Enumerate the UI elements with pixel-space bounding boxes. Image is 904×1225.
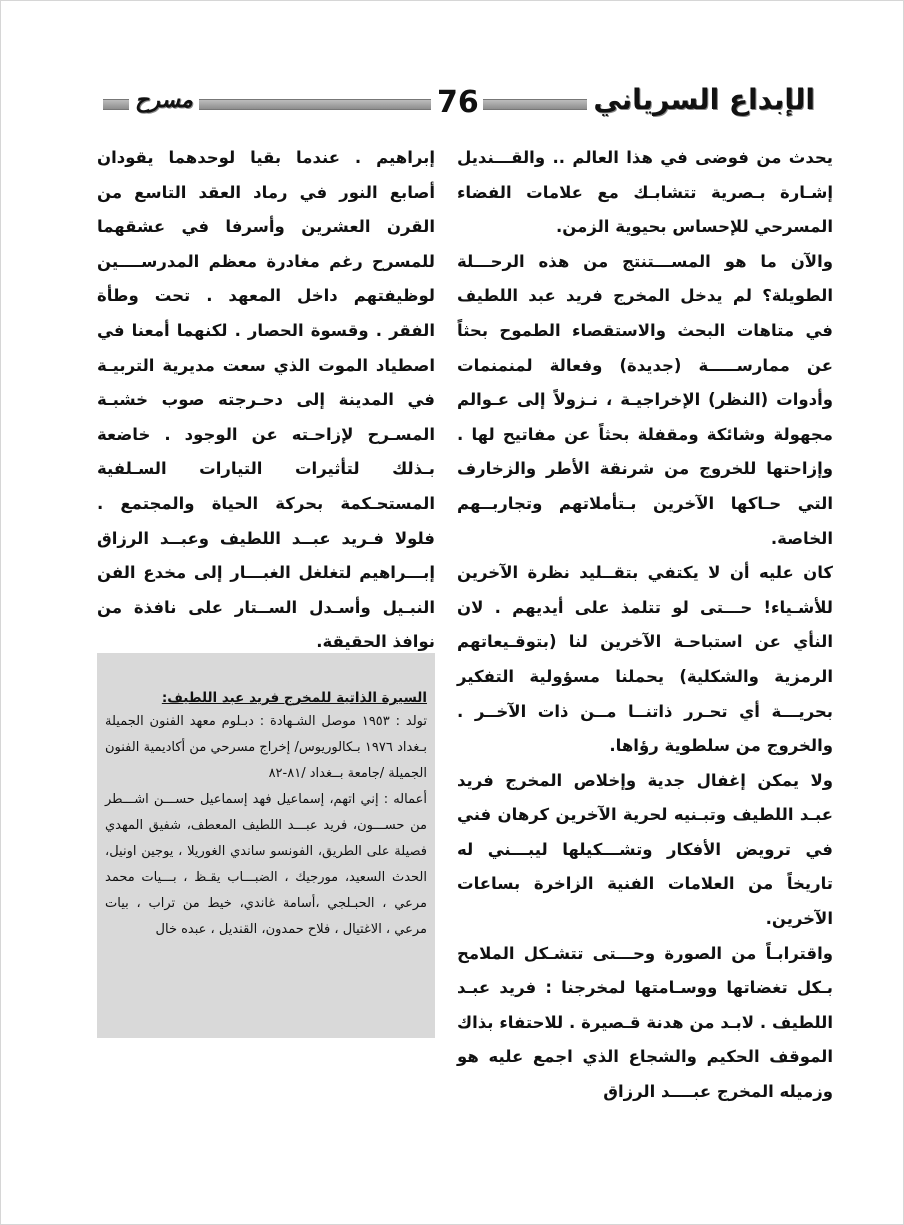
biography-box	[97, 653, 435, 1038]
article-paragraph: ولا يمكن إغفال جدية وإخلاص المخرج فريد عبـد اللطيف وتبـنيه لحرية الآخرين كرهان فني في ترويض الأفكار وتشـــكيلها ليبـــني له تاريخاً من العلامات الفنية الزاخرة بساعات الآخرين.	[457, 770, 833, 929]
article-paragraph: يحدث من فوضى في هذا العالم .. والقـــنديل إشـارة بـصرية تتشابـك مع علامات الفضاء المسرحي للإحساس بحيوية الزمن.	[457, 148, 833, 237]
biography-paragraph: أعماله : إني اتهم، إسماعيل فهد إسماعيل حســـن اشـــطر من حســـون، فريد عبـــد اللطيف المعطف، شفيق المهدي فصيلة على الطريق، الفونسو ساندي الغوريلا ، يوجين اونيل، الحدث السعيد، مورجيك ، الضبـــاب يقـظ ، بـــيات محمد مرعي ، الحبـلجي ،أسامة غاندي، خيط من تراب ، بيات مرعي ، الاغتيال ، فلاح حمدون، القنديل ، عبده خال	[105, 792, 427, 937]
section-label: مسرح	[129, 87, 199, 113]
biography-title: السيرة الذاتية للمخرج فريد عبد اللطيف:	[161, 690, 427, 706]
magazine-title: الإبداع السرياني	[587, 83, 821, 116]
article-column-left	[97, 141, 435, 660]
article-column-right	[457, 141, 833, 1110]
biography-paragraph: تولد : ١٩٥٣ موصل الشـهادة : دبـلوم معهد الفنون الجميلة بـغداد ١٩٧٦ بـكالوريوس/ إخراج مسرحي من أكاديمية الفنون الجميلة /جامعة بــغداد /٨١-٨٢	[105, 714, 427, 781]
article-paragraph: والآن ما هو المســـتنتج من هذه الرحـــلة الطويلة؟ لم يدخل المخرج فريد عبد اللطيف في متاهات البحث والاستقصاء الطموح بحثاً عن ممارســـــة (جديدة) وفعالة لمنمنمات وأدوات (النظر) الإخراجيـة ، نـزولاً إلى عـوالم مجهولة وشائكة ومقفلة بحثاً عن مفاتيح لها . وإزاحتها للخروج من شرنقة الأطر والزخارف التي حـاكها الآخرين بـتأملاتهم وتجاربــهم الخاصة.	[457, 251, 833, 548]
page-number: 76	[437, 85, 479, 120]
page-header	[1, 1, 904, 131]
article-paragraph: إبراهيم . عندما بقيا لوحدهما يقودان أصابع النور في رماد العقد التاسع من القرن العشرين وأسرفا في عشقهما للمسرح رغم مغادرة معظم المدرســــين لوظيفتهم داخل المعهد . تحت وطأة الفقر . وقسوة الحصار . لكنهما أمعنا في اصطياد الموت الذي سعت مديرية التربيـة في المدينة إلى دحـرجته صوب خشبـة المسـرح لإزاحـته عن الوجود . خاضعة بـذلك لتأثيرات التيارات السـلفية المستحـكمة بحركة الحياة والمجتمع . فلولا فـريد عبــد اللطيف وعبــد الرزاق إبـــراهيم لتغلغل الغبـــار إلى مخدع الفن النبـيل وأسـدل الســتار على نافذة من نوافذ الحقيقة.	[97, 148, 435, 652]
article-paragraph: كان عليه أن لا يكتفي بتقــليد نظرة الآخرين للأشـياء! حـــتى لو تتلمذ على أيديهم . لان النأي عن استباحـة الآخرين لنا (بتوقـيعاتهم الرمزية والشكلية) يحملنا مسؤولية التفكير بحريـــة أي تحـرر ذاتنــا مــن ذات الآخــر . والخروج من سلطوية رؤاها.	[457, 563, 833, 756]
article-paragraph: واقترابـاً من الصورة وحـــتى تتشـكل الملامح بـكل تغضاتها ووسـامتها لمخرجنا : فريد عبـد اللطيف . لابـد من هدنة قـصيرة . للاحتفاء بذاك الموقف الحكيم والشجاع الذي اجمع عليه هو وزميله المخرج عبــــد الرزاق	[457, 943, 833, 1102]
